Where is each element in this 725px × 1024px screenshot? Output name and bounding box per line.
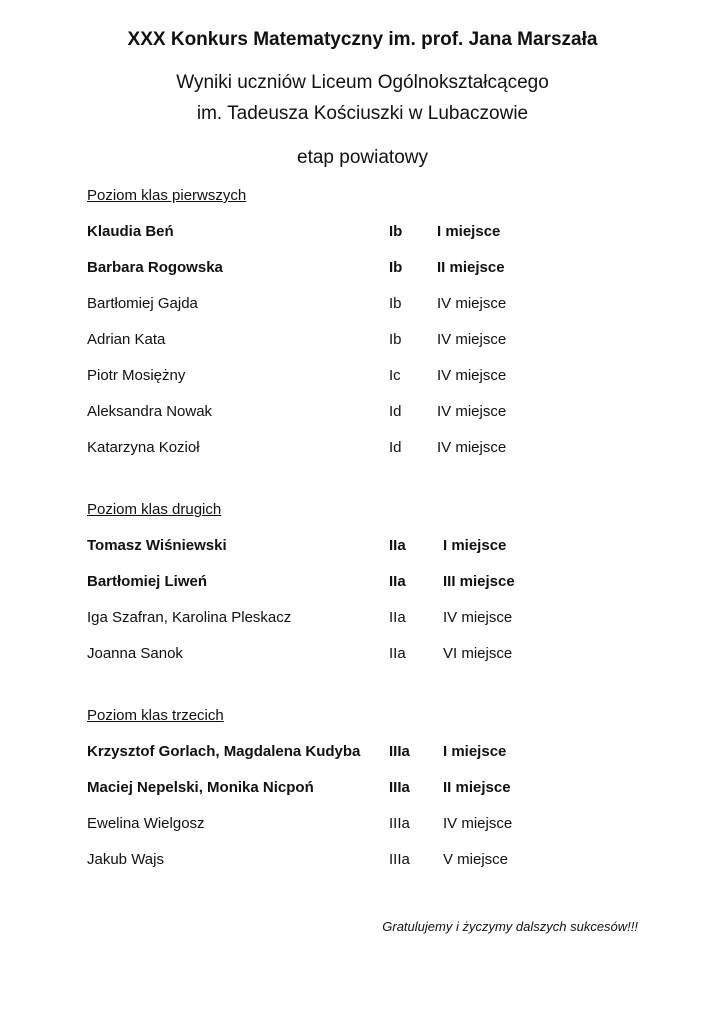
section-second-grade <box>87 500 687 680</box>
student-class: Id <box>389 403 402 420</box>
student-place: I miejsce <box>443 743 507 760</box>
student-class: Id <box>389 439 402 456</box>
result-row <box>87 742 687 778</box>
result-row <box>87 366 687 402</box>
results-list <box>87 222 687 474</box>
student-place: II miejsce <box>437 259 505 276</box>
student-name: Ewelina Wielgosz <box>87 815 205 832</box>
student-place: II miejsce <box>443 779 511 796</box>
student-class: IIIa <box>389 743 410 760</box>
student-name: Bartłomiej Liweń <box>87 573 208 590</box>
student-class: IIa <box>389 573 406 590</box>
student-name: Adrian Kata <box>87 331 166 348</box>
result-row <box>87 222 687 258</box>
student-name: Tomasz Wiśniewski <box>87 537 227 554</box>
student-class: IIa <box>389 645 406 662</box>
student-name: Krzysztof Gorlach, Magdalena Kudyba <box>87 743 361 760</box>
student-class: Ib <box>389 259 403 276</box>
result-row <box>87 294 687 330</box>
student-place: V miejsce <box>443 851 509 868</box>
student-place: I miejsce <box>437 223 501 240</box>
result-row <box>87 608 687 644</box>
result-row <box>87 850 687 886</box>
results-list <box>87 742 687 886</box>
result-row <box>87 402 687 438</box>
student-name: Jakub Wajs <box>87 851 164 868</box>
student-place: IV miejsce <box>437 367 507 384</box>
student-class: IIIa <box>389 851 410 868</box>
student-place: VI miejsce <box>443 645 513 662</box>
student-class: IIa <box>389 537 406 554</box>
student-name: Maciej Nepelski, Monika Nicpoń <box>87 779 314 796</box>
student-name: Joanna Sanok <box>87 645 183 662</box>
congratulations-note: Gratulujemy i życzymy dalszych sukcesów!!! <box>382 919 638 934</box>
school-name-line2: im. Tadeusza Kościuszki w Lubaczowie <box>196 103 529 124</box>
student-place: IV miejsce <box>443 609 513 626</box>
student-name: Katarzyna Kozioł <box>87 439 200 456</box>
section-title: Poziom klas trzecich <box>87 707 224 724</box>
school-name-line1: Wyniki uczniów Liceum Ogólnokształcącego <box>176 72 549 93</box>
student-place: IV miejsce <box>437 295 507 312</box>
result-row <box>87 778 687 814</box>
student-place: I miejsce <box>443 537 507 554</box>
student-name: Barbara Rogowska <box>87 259 223 276</box>
result-row <box>87 258 687 294</box>
student-place: IV miejsce <box>443 815 513 832</box>
section-third-grade <box>87 706 687 886</box>
student-class: Ib <box>389 295 402 312</box>
result-row <box>87 572 687 608</box>
student-place: IV miejsce <box>437 331 507 348</box>
result-row <box>87 644 687 680</box>
student-name: Aleksandra Nowak <box>87 403 213 420</box>
section-title: Poziom klas drugich <box>87 501 222 518</box>
student-place: IV miejsce <box>437 403 507 420</box>
section-first-grade <box>87 186 687 474</box>
section-title: Poziom klas pierwszych <box>87 187 247 204</box>
results-list <box>87 536 687 680</box>
document-title: XXX Konkurs Matematyczny im. prof. Jana Marszała <box>127 29 598 50</box>
student-class: IIa <box>389 609 406 626</box>
result-row <box>87 438 687 474</box>
student-name: Iga Szafran, Karolina Pleskacz <box>87 609 292 626</box>
student-class: Ic <box>389 367 401 384</box>
student-place: III miejsce <box>443 573 515 590</box>
result-row <box>87 330 687 366</box>
competition-stage: etap powiatowy <box>297 147 428 168</box>
student-name: Piotr Mosiężny <box>87 367 186 384</box>
student-class: Ib <box>389 331 402 348</box>
student-name: Klaudia Beń <box>87 223 174 240</box>
result-row <box>87 536 687 572</box>
student-class: IIIa <box>389 779 410 796</box>
student-name: Bartłomiej Gajda <box>87 295 198 312</box>
student-class: Ib <box>389 223 403 240</box>
result-row <box>87 814 687 850</box>
student-class: IIIa <box>389 815 410 832</box>
student-place: IV miejsce <box>437 439 507 456</box>
